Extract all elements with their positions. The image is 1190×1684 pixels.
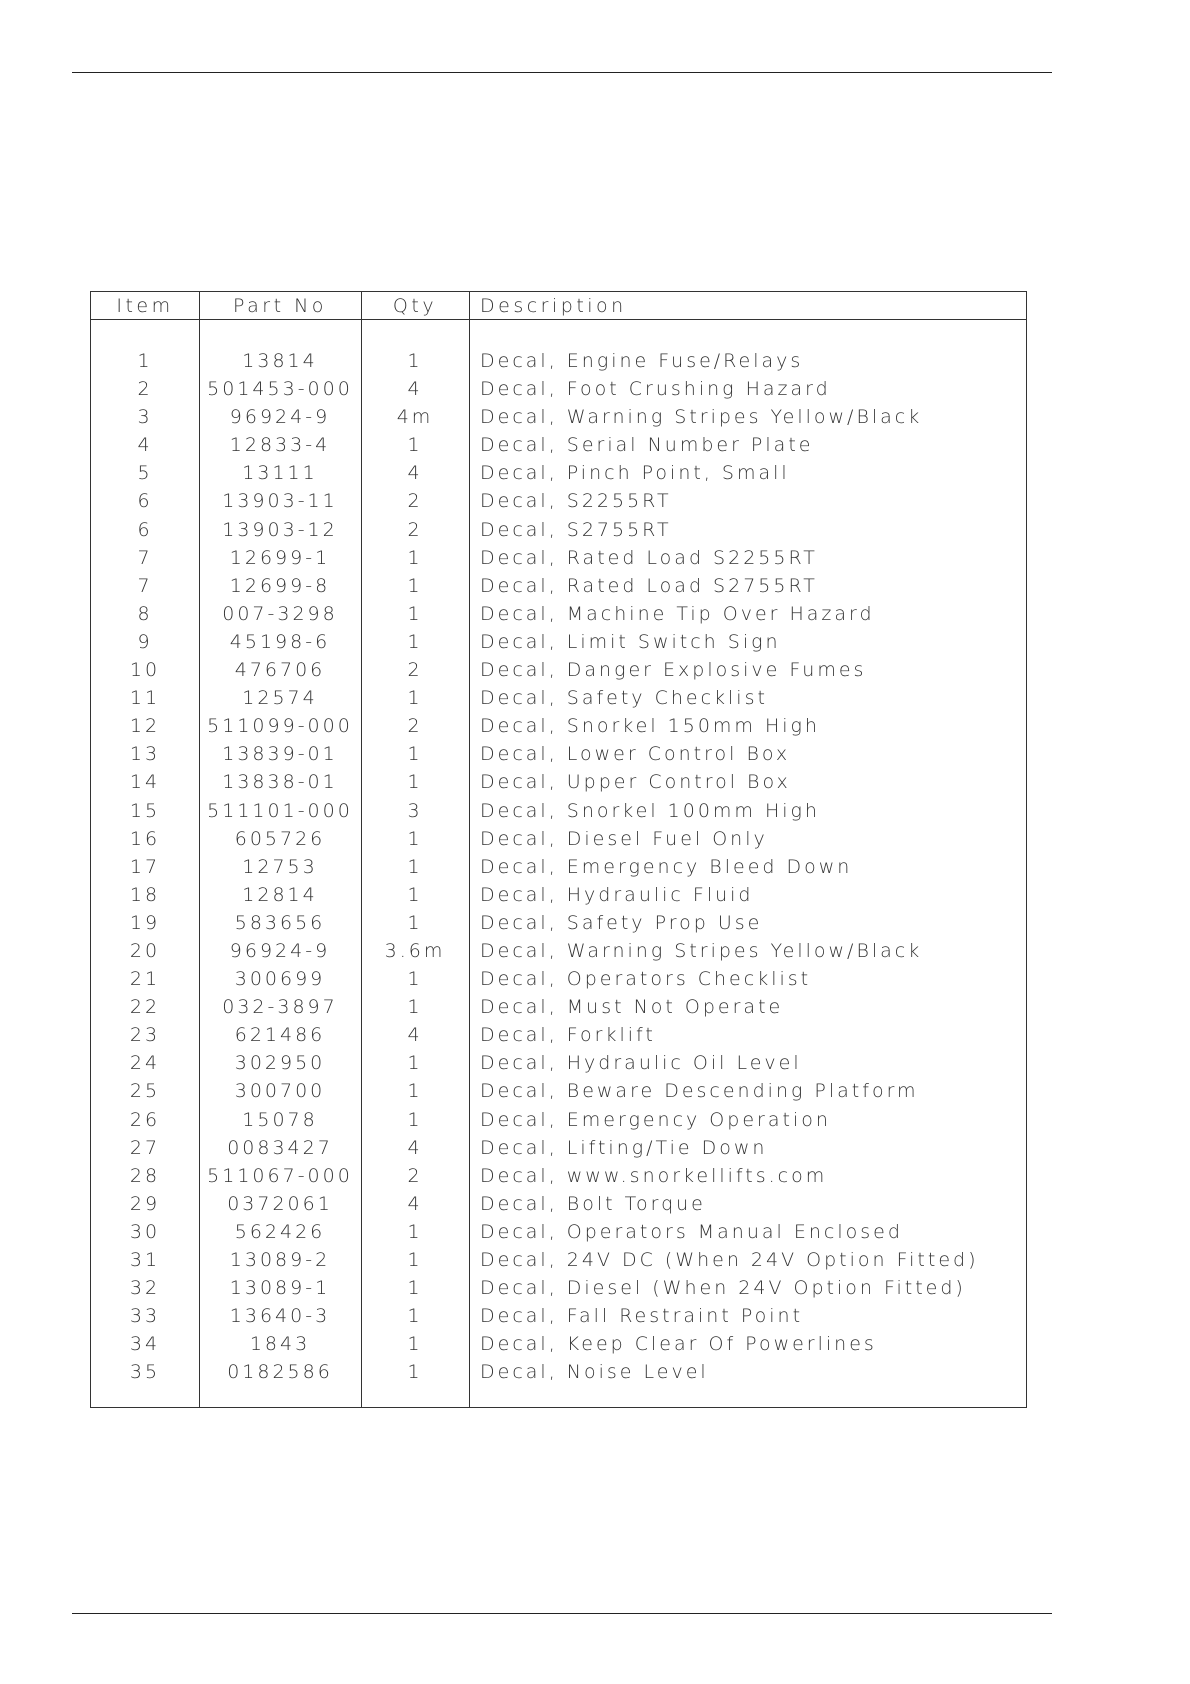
part-no-cell: 0372061 <box>227 1192 333 1215</box>
description-cell: Decal, Safety Checklist <box>480 687 768 710</box>
description-cell: Decal, Lower Control Box <box>480 743 791 766</box>
part-no-cell: 476706 <box>234 659 326 682</box>
item-cell: 15 <box>129 799 161 822</box>
item-cell: 12 <box>129 715 161 738</box>
item-cell: 23 <box>129 1024 161 1047</box>
table-row <box>91 969 1026 997</box>
table-row <box>91 1025 1026 1053</box>
part-no-cell: 13814 <box>242 350 318 372</box>
top-rule <box>72 72 1052 73</box>
table-row <box>91 772 1026 800</box>
item-cell: 6 <box>137 490 153 513</box>
part-no-cell: 032-3897 <box>222 996 338 1019</box>
qty-cell: 1 <box>407 687 423 710</box>
qty-cell: 1 <box>407 1052 423 1075</box>
header-item: Item <box>116 295 174 317</box>
qty-cell: 1 <box>407 1249 423 1271</box>
table-row <box>91 1334 1026 1362</box>
part-no-cell: 12814 <box>242 883 318 906</box>
item-cell: 13 <box>129 743 161 766</box>
part-no-cell: 13839-01 <box>222 743 338 766</box>
part-no-cell: 300699 <box>234 968 326 991</box>
table-row <box>91 548 1026 576</box>
part-no-cell: 621486 <box>234 1024 326 1047</box>
part-no-cell: 605726 <box>234 827 326 850</box>
part-no-cell: 96924-9 <box>229 406 331 429</box>
description-cell: Decal, Beware Descending Platform <box>480 1080 919 1103</box>
qty-cell: 1 <box>407 630 423 653</box>
part-no-cell: 15078 <box>242 1108 318 1131</box>
qty-cell: 4m <box>396 406 434 429</box>
part-no-cell: 12574 <box>242 687 318 710</box>
description-cell: Decal, Must Not Operate <box>480 996 784 1019</box>
description-cell: Decal, Snorkel 150mm High <box>480 715 820 738</box>
description-cell: Decal, Pinch Point, Small <box>480 462 790 485</box>
description-cell: Decal, Engine Fuse/Relays <box>480 350 804 372</box>
table-row <box>91 576 1026 604</box>
table-row <box>91 857 1026 885</box>
item-cell: 14 <box>129 771 161 794</box>
description-cell: Decal, Danger Explosive Fumes <box>480 659 867 682</box>
item-cell: 9 <box>137 630 153 653</box>
item-cell: 35 <box>129 1361 161 1384</box>
item-cell: 24 <box>129 1052 161 1075</box>
qty-cell: 1 <box>407 1277 423 1300</box>
qty-cell: 1 <box>407 602 423 625</box>
part-no-cell: 511101-000 <box>207 799 353 822</box>
description-cell: Decal, Serial Number Plate <box>480 434 814 457</box>
qty-cell: 2 <box>407 1164 423 1187</box>
qty-cell: 3 <box>407 799 423 822</box>
item-cell: 11 <box>129 687 161 710</box>
qty-cell: 1 <box>407 883 423 906</box>
part-no-cell: 96924-9 <box>229 939 331 962</box>
item-cell: 17 <box>129 855 161 878</box>
item-cell: 16 <box>129 827 161 850</box>
decal-parts-table <box>90 291 1027 1408</box>
description-cell: Decal, Operators Checklist <box>480 968 812 991</box>
part-no-cell: 302950 <box>234 1052 326 1075</box>
qty-cell: 1 <box>407 855 423 878</box>
table-row <box>91 1194 1026 1222</box>
table-row <box>91 1250 1026 1278</box>
part-no-cell: 12699-8 <box>229 574 331 597</box>
item-cell: 6 <box>137 518 153 541</box>
description-cell: Decal, Hydraulic Fluid <box>480 883 754 906</box>
part-no-cell: 13903-12 <box>222 518 338 541</box>
qty-cell: 1 <box>407 996 423 1019</box>
part-no-cell: 1843 <box>249 1333 311 1356</box>
item-cell: 22 <box>129 996 161 1019</box>
part-no-cell: 007-3298 <box>222 602 338 625</box>
description-cell: Decal, Emergency Bleed Down <box>480 855 853 878</box>
item-cell: 4 <box>137 434 153 457</box>
description-cell: Decal, 24V DC (When 24V Option Fitted) <box>480 1249 979 1271</box>
part-no-cell: 12753 <box>242 855 318 878</box>
item-cell: 5 <box>137 462 153 485</box>
description-cell: Decal, Forklift <box>480 1024 656 1047</box>
item-cell: 27 <box>129 1136 161 1159</box>
qty-cell: 2 <box>407 715 423 738</box>
part-no-cell: 562426 <box>234 1220 326 1243</box>
description-cell: Decal, Diesel Fuel Only <box>480 827 768 850</box>
table-row <box>91 463 1026 491</box>
qty-cell: 4 <box>407 462 423 485</box>
qty-cell: 3.6m <box>384 939 446 962</box>
item-cell: 10 <box>129 659 161 682</box>
item-cell: 28 <box>129 1164 161 1187</box>
item-cell: 8 <box>137 602 153 625</box>
part-no-cell: 511067-000 <box>207 1164 353 1187</box>
qty-cell: 4 <box>407 1136 423 1159</box>
description-cell: Decal, Limit Switch Sign <box>480 630 781 653</box>
item-cell: 18 <box>129 883 161 906</box>
header-qty: Qty <box>392 295 438 317</box>
part-no-cell: 13089-2 <box>229 1249 331 1271</box>
description-cell: Decal, www.snorkellifts.com <box>480 1164 828 1187</box>
item-cell: 26 <box>129 1108 161 1131</box>
item-cell: 31 <box>129 1249 161 1271</box>
qty-cell: 1 <box>407 574 423 597</box>
part-no-cell: 12833-4 <box>229 434 331 457</box>
qty-cell: 1 <box>407 350 423 372</box>
table-row <box>91 1110 1026 1138</box>
table-row <box>91 435 1026 463</box>
item-cell: 30 <box>129 1220 161 1243</box>
description-cell: Decal, Lifting/Tie Down <box>480 1136 768 1159</box>
table-row <box>91 632 1026 660</box>
qty-cell: 1 <box>407 743 423 766</box>
description-cell: Decal, Foot Crushing Hazard <box>480 378 831 401</box>
bottom-rule <box>72 1613 1052 1614</box>
item-cell: 20 <box>129 939 161 962</box>
qty-cell: 1 <box>407 1361 423 1384</box>
qty-cell: 2 <box>407 659 423 682</box>
item-cell: 7 <box>137 546 153 569</box>
description-cell: Decal, Rated Load S2255RT <box>480 546 818 569</box>
description-cell: Decal, S2755RT <box>480 518 672 541</box>
item-cell: 7 <box>137 574 153 597</box>
table-row <box>91 520 1026 548</box>
qty-cell: 4 <box>407 1192 423 1215</box>
item-cell: 34 <box>129 1333 161 1356</box>
qty-cell: 1 <box>407 968 423 991</box>
description-cell: Decal, Hydraulic Oil Level <box>480 1052 802 1075</box>
part-no-cell: 13089-1 <box>229 1277 331 1300</box>
table-row <box>91 688 1026 716</box>
qty-cell: 1 <box>407 546 423 569</box>
description-cell: Decal, Warning Stripes Yellow/Black <box>480 406 923 429</box>
table-row <box>91 941 1026 969</box>
part-no-cell: 13640-3 <box>229 1305 331 1328</box>
table-row <box>91 491 1026 519</box>
table-row <box>91 1138 1026 1166</box>
table-row <box>91 997 1026 1025</box>
qty-cell: 1 <box>407 1080 423 1103</box>
table-row <box>91 744 1026 772</box>
part-no-cell: 13111 <box>242 462 318 485</box>
part-no-cell: 583656 <box>234 911 326 934</box>
description-cell: Decal, Diesel (When 24V Option Fitted) <box>480 1277 966 1300</box>
item-cell: 1 <box>137 350 153 372</box>
header-description: Description <box>480 295 627 317</box>
part-no-cell: 0083427 <box>227 1136 333 1159</box>
table-row <box>91 829 1026 857</box>
table-row <box>91 1222 1026 1250</box>
part-no-cell: 0182586 <box>227 1361 333 1384</box>
part-no-cell: 12699-1 <box>229 546 331 569</box>
description-cell: Decal, Fall Restraint Point <box>480 1305 804 1328</box>
table-row <box>91 1166 1026 1194</box>
description-cell: Decal, Noise Level <box>480 1361 709 1384</box>
item-cell: 29 <box>129 1192 161 1215</box>
description-cell: Decal, Emergency Operation <box>480 1108 831 1131</box>
item-cell: 3 <box>137 406 153 429</box>
description-cell: Decal, Snorkel 100mm High <box>480 799 820 822</box>
qty-cell: 1 <box>407 827 423 850</box>
table-row <box>91 885 1026 913</box>
item-cell: 21 <box>129 968 161 991</box>
table-row <box>91 351 1026 379</box>
qty-cell: 1 <box>407 1305 423 1328</box>
header-divider <box>91 319 1026 320</box>
qty-cell: 4 <box>407 1024 423 1047</box>
qty-cell: 1 <box>407 434 423 457</box>
item-cell: 32 <box>129 1277 161 1300</box>
part-no-cell: 511099-000 <box>207 715 353 738</box>
part-no-cell: 13903-11 <box>222 490 338 513</box>
table-row <box>91 660 1026 688</box>
description-cell: Decal, Keep Clear Of Powerlines <box>480 1333 877 1356</box>
item-cell: 2 <box>137 378 153 401</box>
header-part-no: Part No <box>233 295 327 317</box>
table-row <box>91 801 1026 829</box>
part-no-cell: 45198-6 <box>229 630 331 653</box>
table-body <box>91 351 1026 1390</box>
description-cell: Decal, Machine Tip Over Hazard <box>480 602 875 625</box>
description-cell: Decal, S2255RT <box>480 490 672 513</box>
description-cell: Decal, Upper Control Box <box>480 771 791 794</box>
qty-cell: 1 <box>407 1108 423 1131</box>
qty-cell: 1 <box>407 911 423 934</box>
item-cell: 19 <box>129 911 161 934</box>
table-row <box>91 407 1026 435</box>
qty-cell: 1 <box>407 771 423 794</box>
part-no-cell: 13838-01 <box>222 771 338 794</box>
table-row <box>91 716 1026 744</box>
table-row <box>91 379 1026 407</box>
description-cell: Decal, Bolt Torque <box>480 1192 706 1215</box>
part-no-cell: 300700 <box>234 1080 326 1103</box>
qty-cell: 2 <box>407 518 423 541</box>
qty-cell: 4 <box>407 378 423 401</box>
description-cell: Decal, Safety Prop Use <box>480 911 763 934</box>
qty-cell: 2 <box>407 490 423 513</box>
description-cell: Decal, Rated Load S2755RT <box>480 574 818 597</box>
description-cell: Decal, Warning Stripes Yellow/Black <box>480 939 923 962</box>
table-row <box>91 1278 1026 1306</box>
table-row <box>91 1362 1026 1390</box>
table-row <box>91 1053 1026 1081</box>
table-row <box>91 913 1026 941</box>
item-cell: 33 <box>129 1305 161 1328</box>
table-row <box>91 604 1026 632</box>
item-cell: 25 <box>129 1080 161 1103</box>
table-row <box>91 1081 1026 1109</box>
table-row <box>91 1306 1026 1334</box>
qty-cell: 1 <box>407 1220 423 1243</box>
qty-cell: 1 <box>407 1333 423 1356</box>
part-no-cell: 501453-000 <box>207 378 353 401</box>
description-cell: Decal, Operators Manual Enclosed <box>480 1220 903 1243</box>
